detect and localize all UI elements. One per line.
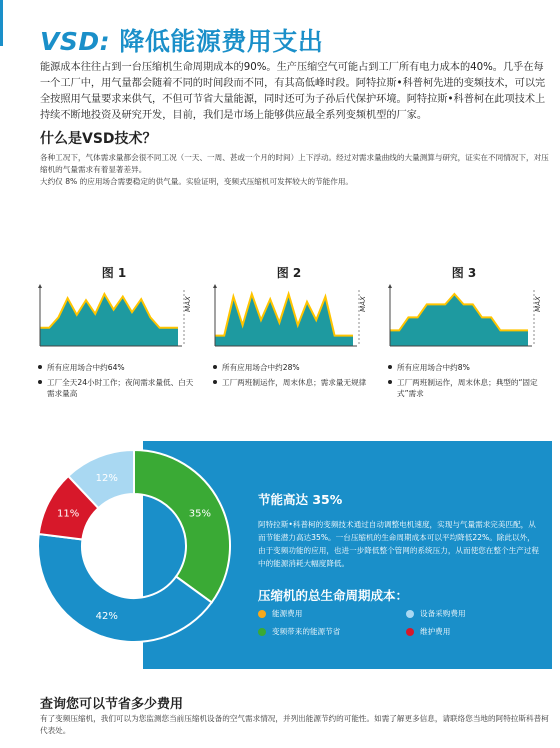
bottom-paragraph: 有了变频压缩机，我们可以为您监测您当前压缩机设备的空气需求情况，并列出能源节约的可能性。如需了解更多信息，请联络您当地的阿特拉斯科普柯代表处。 <box>40 714 549 735</box>
legend-vsd-savings <box>258 626 340 637</box>
figure-2-chart <box>209 284 369 364</box>
list-item: 工厂全天24小时工作；夜间需求量低、白天需求量高 <box>38 377 198 399</box>
list-item: 所有应用场合中约8% <box>388 362 548 373</box>
legend-swatch <box>258 610 266 618</box>
legend-swatch <box>258 628 266 636</box>
section-paragraph-2: 大约仅 8% 的应用场合需要稳定的供气量。实验证明，变频式压缩机可发挥较大的节能作用。 <box>40 177 354 186</box>
legend-maintenance <box>406 626 450 637</box>
lifecycle-cost-pie-chart <box>34 446 234 646</box>
savings-heading: 节能高达 35% <box>258 492 343 507</box>
list-item: 工厂两班制运作，周末休息；典型的“固定式”需求 <box>388 377 548 399</box>
figure-1-bullets <box>38 362 198 403</box>
pie-slice-label: 12% <box>95 473 118 485</box>
pie-slice <box>134 450 230 602</box>
savings-body: 阿特拉斯•科普柯的变频技术通过自动调整电机速度，实现与气量需求完美匹配，从而节能潜力高达35%。一台压缩机的生命周期成本可以平均降低22%。除此以外，由于变频功能的应用，也进一步降低整个管网的系统压力，从而使您在整个生产过程中的能源消耗大幅度降低。 <box>258 520 539 568</box>
title-text: 降低能源费用支出 <box>110 27 324 56</box>
axis-arrow <box>213 284 217 288</box>
intro-paragraph: 能源成本往往占到一台压缩机生命周期成本的90%。生产压缩空气可能占到工厂所有电力成本的40%。几乎在每一个工厂中，用气量都会随着不同的时间段而不同，有其高低峰时段。阿特拉斯•科普柯先进的变频技术，可以完全按照用气量要求来供气，不但可节省大量能源，同时还可为子孙后代保护环境。阿特拉斯•科普柯在此项技术上持续不断地投资及研究开发，目前，我们是市场上能够供应最全系列变频机型的厂家。 <box>40 62 546 121</box>
legend-label: 能源费用 <box>272 609 303 618</box>
legend-purchase <box>406 608 466 619</box>
legend-label: 维护费用 <box>420 627 451 636</box>
max-label: MAX <box>359 296 367 312</box>
legend-energy <box>258 608 302 619</box>
list-item: 所有应用场合中约64% <box>38 362 198 373</box>
legend-label: 设备采购费用 <box>420 609 466 618</box>
axis-arrow <box>38 284 42 288</box>
figure-3-chart <box>384 284 544 364</box>
lifecycle-heading: 压缩机的总生命周期成本： <box>258 588 409 603</box>
figure-3-title: 图 3 <box>451 266 477 280</box>
bottom-title: 查询您可以节省多少费用 <box>40 697 184 712</box>
title-prefix: VSD: <box>40 27 111 56</box>
list-item: 工厂两班制运作，周末休息；需求量无规律 <box>213 377 373 388</box>
legend-swatch <box>406 610 414 618</box>
demand-area <box>390 294 528 346</box>
pie-slice-label: 42% <box>95 610 118 622</box>
figure-2-bullets <box>213 362 373 392</box>
pie-slice-label: 35% <box>188 508 212 520</box>
section-paragraph-1: 各种工况下，气体需求量都会很不同工况（一天、一周、甚或一个月的时间）上下浮动。经过对需求量曲线的大量测算与研究，证实在不同情况下，对压缩机的气量需求有着显著差异。 <box>40 153 549 174</box>
figure-1-title: 图 1 <box>101 266 127 280</box>
figure-1-chart <box>34 284 194 364</box>
figure-2-title: 图 2 <box>276 266 302 280</box>
figure-3-bullets <box>388 362 548 403</box>
pie-slice-label: 11% <box>56 508 80 520</box>
max-label: MAX <box>184 296 192 312</box>
legend-swatch <box>406 628 414 636</box>
max-label: MAX <box>534 296 542 312</box>
page-title <box>40 22 323 58</box>
legend-label: 变频带来的能源节省 <box>272 627 341 636</box>
edge-accent-bar <box>0 0 3 46</box>
axis-arrow <box>388 284 392 288</box>
list-item: 所有应用场合中约28% <box>213 362 373 373</box>
section-title: 什么是VSD技术？ <box>40 131 157 147</box>
